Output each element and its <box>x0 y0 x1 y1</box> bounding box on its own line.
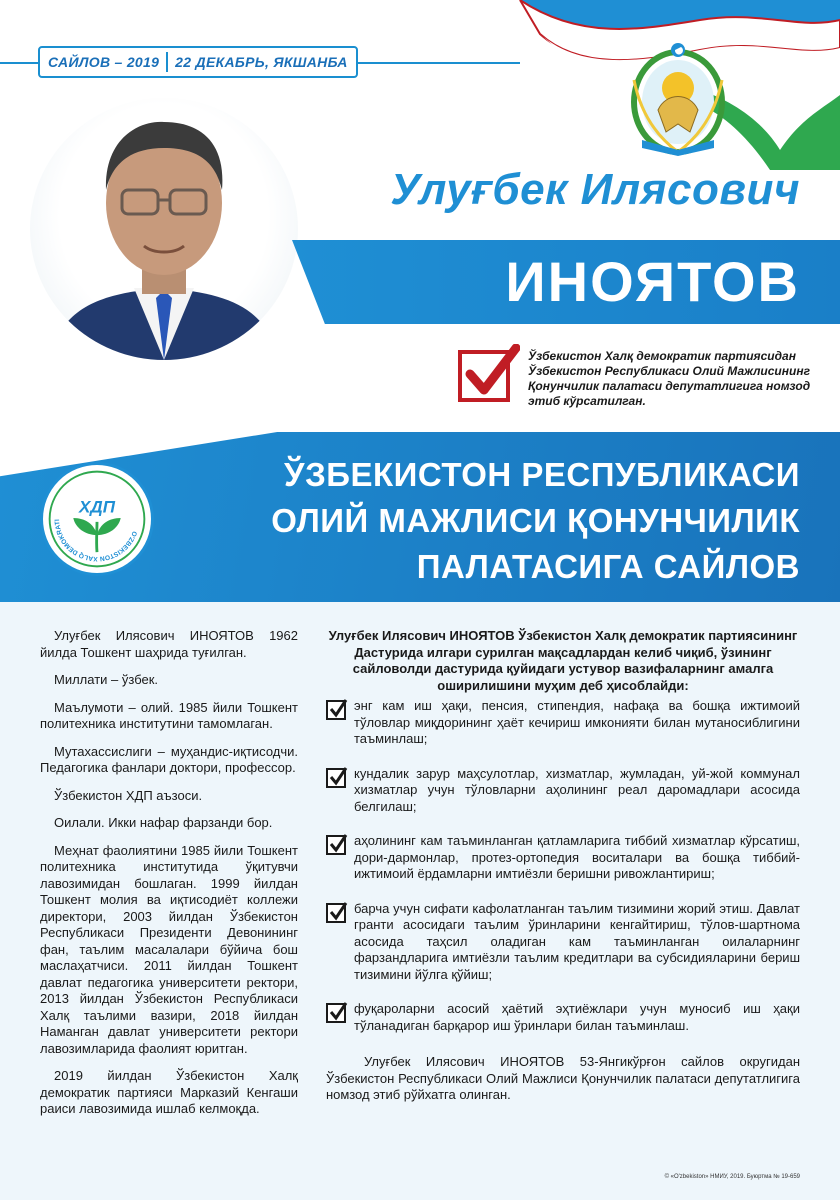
checkbox-icon <box>326 903 346 923</box>
banner-line-3: ПАЛАТАСИГА САЙЛОВ <box>416 548 800 585</box>
bio-paragraph: Миллати – ўзбек. <box>54 672 159 687</box>
program-item <box>326 766 800 816</box>
red-checkbox-icon <box>458 350 510 402</box>
checkbox-icon <box>326 835 346 855</box>
party-emblem-icon <box>43 465 151 573</box>
party-abbr: ХДП <box>79 497 115 517</box>
program-item <box>326 698 800 748</box>
bio-paragraph: 2019 йилдан Ўзбекистон Халқ демократик партияси Марказий Кенгаши раиси лавозимида ишлаб келмоқда. <box>40 1068 298 1116</box>
program-item-text: кундалик зарур маҳсулотлар, хизматлар, жумладан, уй-жой коммунал хизматлар учун тўловларни аҳолининг реал даромадлари асосида белгилаш; <box>354 765 800 814</box>
bio-paragraph: Ўзбекистон ХДП аъзоси. <box>54 787 203 803</box>
tag-divider <box>166 52 168 72</box>
portrait-icon <box>30 98 298 360</box>
program-intro: Улуғбек Илясович ИНОЯТОВ Ўзбекистон Халқ демократик партиясининг Дастурида илгари сурилган мақсадлардан келиб чиқиб, ўзининг сайловолди дастурида қуйидаги устувор вазифаларнинг амалга оширилишини муҳим деб ҳисоблайди: <box>328 628 798 693</box>
checkbox-icon <box>326 1003 346 1023</box>
checkbox-icon <box>326 700 346 720</box>
candidate-photo <box>30 98 298 360</box>
registration-statement: Улуғбек Илясович ИНОЯТОВ 53-Янгикўрғон сайлов округидан Ўзбекистон Республикаси Олий Мажлиси Қонунчилик палатаси депутатлигига номзод этиб рўйхатга олинган. <box>326 1054 800 1102</box>
bio-paragraph: Улуғбек Илясович ИНОЯТОВ 1962 йилда Тошкент шаҳрида туғилган. <box>40 628 298 660</box>
program-item-text: энг кам иш ҳақи, пенсия, стипендия, нафақа ва бошқа ижтимоий тўловлар миқдорининг ҳаёт кечириш имконияти билан мутаносиблигини таъминлаш; <box>354 698 800 746</box>
banner-title <box>160 452 800 590</box>
print-footer: © «O'zbekiston» НМИУ, 2019. Буюртма № 19-659 <box>664 1174 800 1180</box>
election-date: 22 ДЕКАБРЬ, ЯКШАНБА <box>175 54 348 70</box>
program-item <box>326 901 800 984</box>
biography-column <box>40 628 298 1129</box>
bio-paragraph: Мутахассислиги – муҳандис-иқтисодчи. Педагогика фанлари доктори, профессор. <box>40 743 298 775</box>
bio-paragraph: Меҳнат фаолиятини 1985 йили Тошкент политехника институтида ўқитувчи лавозимидан бошлаган. 1999 йилдан Тошкент молия ва иқтисодиёт коллежи директори, 2003 йилдан Ўзбекистон Республикаси Президенти Девонининг фан, таълим масалалари бўйича бош маслаҳатчиси. 2011 йилдан Тошкент давлат педагогика университети ректори, 2013 йилдан Ўзбекистон Республикаси Халқ таълими вазири, 2018 йилдан Наманган давлат университети ректори лавозимларида фаолият юритган. <box>40 842 298 1056</box>
state-emblem-icon <box>628 40 728 158</box>
party-ring-text: O'ZBEKISTON XALQ DEMOKRATI <box>54 519 138 562</box>
banner-line-2: ОЛИЙ МАЖЛИСИ ҚОНУНЧИЛИК <box>271 502 800 539</box>
program-item-text: барча учун сифати кафолатланган таълим тизимини жорий этиш. Давлат гранти асосидаги таълим ўринларини кенгайтириш, тўлов-шартнома асосида таҳсил оладиган кам таъминланган оилаларнинг фарзандларига имтиёзли таълим кредитлари ва субсидияларини бериш тизимини йўлга қўйиш; <box>354 900 800 982</box>
program-item-text: фуқароларни асосий ҳаётий эҳтиёжлари учун муносиб иш ҳақи тўланадиган барқарор иш ўринлари билан таъминлаш. <box>354 1001 800 1033</box>
bio-paragraph: Оилали. Икки нафар фарзанди бор. <box>54 815 273 830</box>
candidate-surname: ИНОЯТОВ <box>505 250 800 313</box>
banner-line-1: ЎЗБЕКИСТОН РЕСПУБЛИКАСИ <box>284 456 800 493</box>
program-column <box>326 628 800 1104</box>
program-item <box>326 833 800 883</box>
election-label: САЙЛОВ – 2019 <box>48 54 160 70</box>
party-logo <box>40 462 154 576</box>
election-date-tag <box>38 46 358 78</box>
bio-paragraph: Маълумоти – олий. 1985 йили Тошкент политехника институтини тамомлаган. <box>40 699 298 731</box>
program-item <box>326 1001 800 1034</box>
candidate-first-names: Улуғбек Илясович <box>390 165 800 214</box>
program-item-text: аҳолининг кам таъминланган қатламларига тиббий хизматлар кўрсатиш, дори-дармонлар, протез-ортопедия воситалари ва бошқа тиббий-ижтимоий ёрдамларни имтиёзли беришни ривожлантириш; <box>354 833 800 881</box>
nomination-statement: Ўзбекистон Халқ демократик партиясидан Ўзбекистон Республикаси Олий Мажлисининг Қонунчилик палатаси депутатлигига номзод этиб кўрсатилган. <box>528 349 811 408</box>
checkbox-icon <box>326 768 346 788</box>
